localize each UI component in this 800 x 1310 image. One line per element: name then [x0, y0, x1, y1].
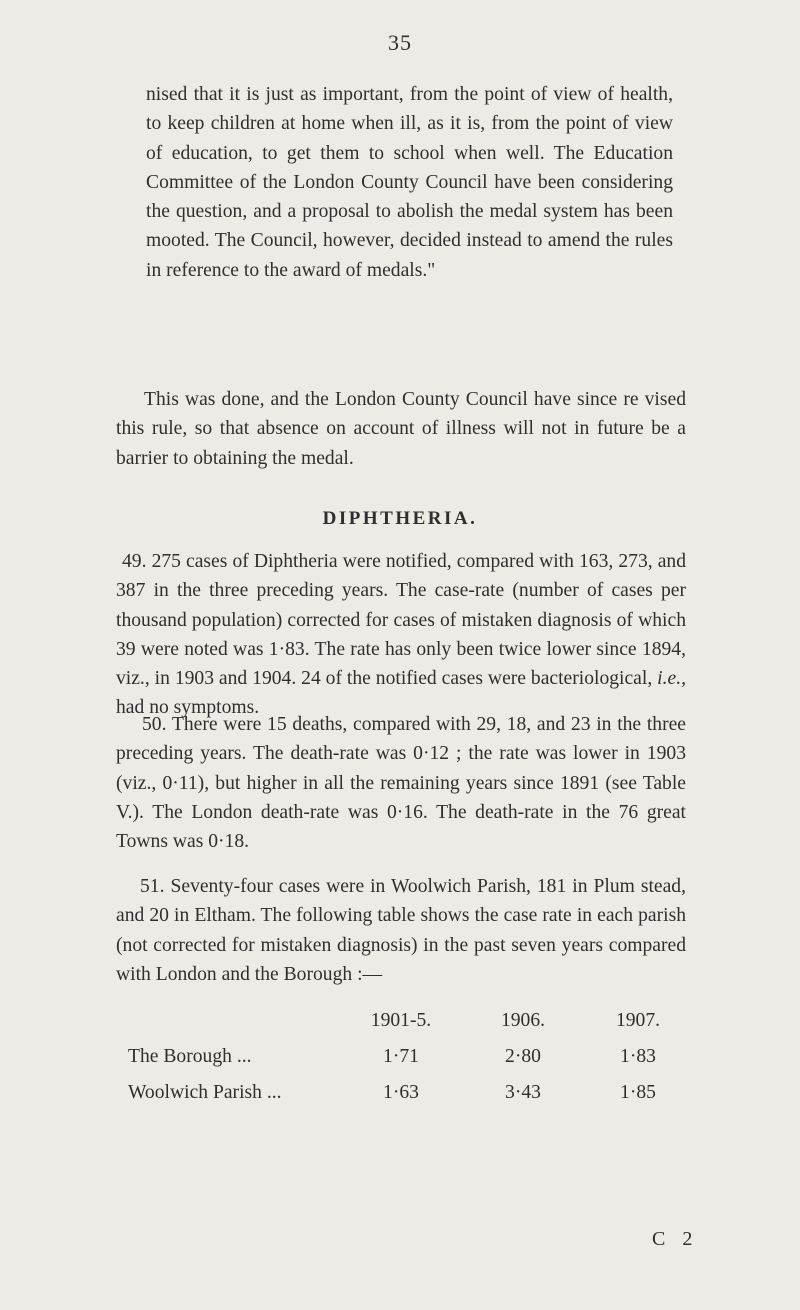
table-cell: 1·63 [383, 1082, 419, 1103]
table-cell: 2·80 [505, 1046, 541, 1067]
paragraph-49 [116, 547, 686, 723]
table-header: 1901-5. [370, 1010, 432, 1031]
paragraph-50: 50. There were 15 deaths, compared with 29, 18, and 23 in the three preceding years. The death-rate was 0·12 ; the rate was lower in 1903 (viz., 0·11), but higher in all the remaining years since 1891 (see Table V.). The London death-rate was 0·16. The death-rate in the 76 great Towns was 0·18. [116, 714, 686, 853]
table-header: 1906. [500, 1010, 546, 1031]
table-cell: 1·71 [383, 1046, 419, 1067]
case-rate-table [128, 1006, 688, 1114]
table-row-label: Woolwich Parish ... [128, 1082, 282, 1103]
paragraph-49-tail: had no symptoms. [116, 697, 260, 719]
table-row-label: The Borough ... [128, 1046, 252, 1067]
section-heading: DIPHTHERIA. [322, 508, 478, 529]
signature-mark: C 2 [652, 1228, 699, 1250]
table-header-row [128, 1006, 688, 1042]
page-number: 35 [388, 30, 412, 55]
table-header: 1907. [615, 1010, 661, 1031]
table-cell: 1·83 [620, 1046, 656, 1067]
table-cell: 1·85 [620, 1082, 656, 1103]
table-row [128, 1042, 688, 1078]
table-row [128, 1078, 688, 1114]
paragraph-49-italic: i.e., [657, 668, 686, 690]
table-cell: 3·43 [505, 1082, 541, 1103]
quoted-paragraph: nised that it is just as important, from the point of view of health, to keep children at home when ill, as it is, from the point of view of education, to get them to school when well. The Education Committee of the London County Council have been considering the question, and a proposal to abolish the medal system has been mooted. The Council, however, decided instead to amend the rules in reference to the award of medals." [146, 84, 673, 281]
paragraph-medal-rule: This was done, and the London County Council have since re vised this rule, so that absence on account of illness will not in future be a barrier to obtaining the medal. [116, 389, 686, 469]
paragraph-49-text: 49. 275 cases of Diphtheria were notified, compared with 163, 273, and 387 in the three preceding years. The case-rate (number of cases per thousand population) corrected for cases of mistaken diagnosis of which 39 were noted was 1·83. The rate has only been twice lower since 1894, viz., in 1903 and 1904. 24 of the notified cases were bacteriological, [116, 551, 686, 690]
paragraph-51: 51. Seventy-four cases were in Woolwich Parish, 181 in Plum stead, and 20 in Eltham. The following table shows the case rate in each parish (not corrected for mistaken diagnosis) in the past seven years compared with London and the Borough :— [116, 876, 686, 985]
